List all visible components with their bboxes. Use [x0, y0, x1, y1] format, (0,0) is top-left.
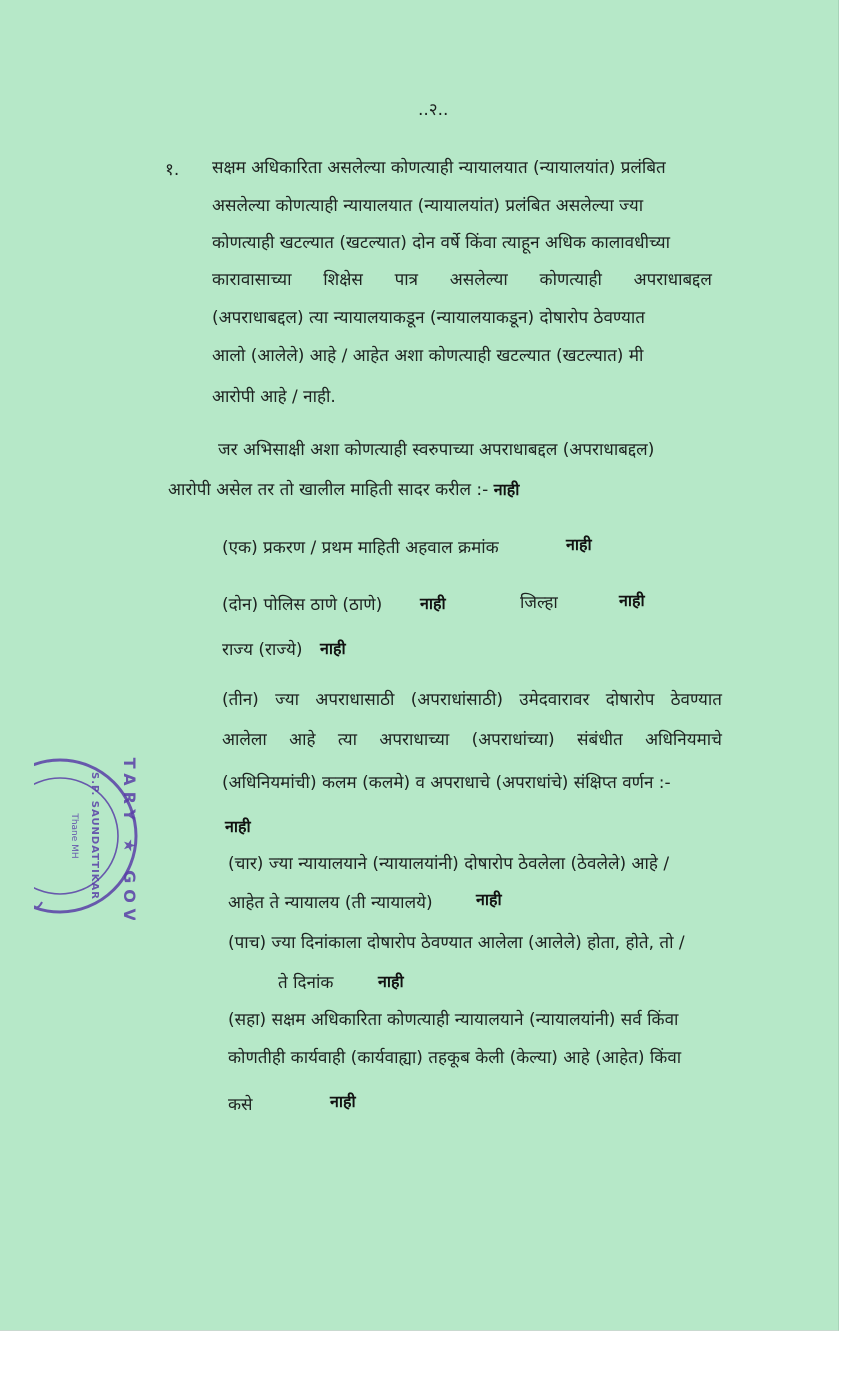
word: (तीन) — [222, 690, 259, 710]
word: अपराधासाठी — [315, 690, 395, 710]
para1-line: असलेल्या कोणत्याही न्यायालयात (न्यायालयांत) प्रलंबित असलेल्या ज्या — [212, 196, 644, 216]
word: पात्र — [394, 270, 419, 290]
item-ek-label: (एक) प्रकरण / प्रथम माहिती अहवाल क्रमांक — [222, 538, 499, 558]
word: ज्या — [275, 690, 300, 710]
word: अधिनियमाचे — [645, 730, 722, 750]
para1-line: सक्षम अधिकारिता असलेल्या कोणत्याही न्यायालयात (न्यायालयांत) प्रलंबित — [212, 158, 666, 178]
word: अपराधाच्या — [379, 730, 450, 750]
para1-line: (अपराधाबद्दल) त्या न्यायालयाकडून (न्यायालयाकडून) दोषारोप ठेवण्यात — [212, 308, 645, 328]
item-teen-answer: नाही — [225, 817, 251, 836]
item-pach-answer: नाही — [378, 972, 404, 991]
item-char-line: आहेत ते न्यायालय (ती न्यायालये) — [228, 893, 433, 913]
item-char-line: (चार) ज्या न्यायालयाने (न्यायालयांनी) दोषारोप ठेवलेला (ठेवलेले) आहे / — [228, 854, 670, 874]
para2-line — [168, 480, 519, 500]
state-label: राज्य (राज्ये) — [222, 640, 303, 660]
word: आलेला — [222, 730, 267, 750]
item-teen-line-justified — [222, 690, 722, 710]
para2-text: आरोपी असेल तर तो खालील माहिती सादर करील :- — [168, 480, 489, 500]
notary-stamp — [34, 752, 146, 920]
stamp-text-outer: NOTARY ★ GOVT. — [120, 752, 139, 920]
item-pach-line: (पाच) ज्या दिनांकाला दोषारोप ठेवण्यात आलेला (आलेले) होता, होते, तो / — [228, 933, 685, 953]
para1-line: आरोपी आहे / नाही. — [212, 387, 336, 407]
word: शिक्षेस — [323, 270, 363, 290]
word: आहे — [289, 730, 316, 750]
item-don-label: (दोन) पोलिस ठाणे (ठाणे) — [222, 595, 383, 615]
word: (अपराधांसाठी) — [410, 690, 503, 710]
para1-line-justified — [212, 270, 712, 290]
para1-line: कोणत्याही खटल्यात (खटल्यात) दोन वर्षे किंवा त्याहून अधिक कालावधीच्या — [212, 233, 670, 253]
word: अपराधाबद्दल — [633, 270, 712, 290]
word: दोषारोप — [605, 690, 655, 710]
item-teen-line-justified — [222, 730, 722, 750]
para2-line: जर अभिसाक्षी अशा कोणत्याही स्वरुपाच्या अपराधाबद्दल (अपराधाबद्दल) — [218, 440, 655, 460]
item-saha-line: (सहा) सक्षम अधिकारिता कोणत्याही न्यायालयाने (न्यायालयांनी) सर्व किंवा — [228, 1010, 679, 1030]
item-saha-line: कसे — [228, 1095, 253, 1115]
para1-line: आलो (आलेले) आहे / आहेत अशा कोणत्याही खटल्यात (खटल्यात) मी — [212, 346, 644, 366]
item-number: १. — [165, 160, 180, 180]
district-answer: नाही — [619, 591, 645, 610]
item-saha-answer: नाही — [330, 1092, 356, 1111]
word: ठेवण्यात — [670, 690, 722, 710]
word: कारावासाच्या — [212, 270, 292, 290]
word: कोणत्याही — [539, 270, 602, 290]
state-answer: नाही — [320, 639, 346, 658]
item-ek-answer: नाही — [566, 535, 592, 554]
page-number: ..२.. — [418, 100, 449, 120]
item-saha-line: कोणतीही कार्यवाही (कार्यवाह्या) तहकूब केली (केल्या) आहे (आहेत) किंवा — [228, 1048, 682, 1068]
word: (अपराधांच्या) — [471, 730, 555, 750]
word: उमेदवारावर — [519, 690, 590, 710]
stamp-text-inner: S.P. SAUNDATTIKAR — [89, 772, 100, 900]
word: संबंधीत — [577, 730, 623, 750]
district-label: जिल्हा — [520, 593, 558, 613]
answer-text: नाही — [493, 480, 520, 499]
word: असलेल्या — [449, 270, 508, 290]
stamp-icon — [34, 752, 146, 920]
item-teen-line: (अधिनियमांची) कलम (कलमे) व अपराधाचे (अपराधांचे) संक्षिप्त वर्णन :- — [222, 773, 671, 793]
word: त्या — [337, 730, 358, 750]
item-char-answer: नाही — [476, 890, 502, 909]
item-pach-line: ते दिनांक — [278, 973, 334, 993]
stamp-text-small: Thane MH — [69, 813, 79, 859]
item-don-answer: नाही — [420, 594, 446, 613]
